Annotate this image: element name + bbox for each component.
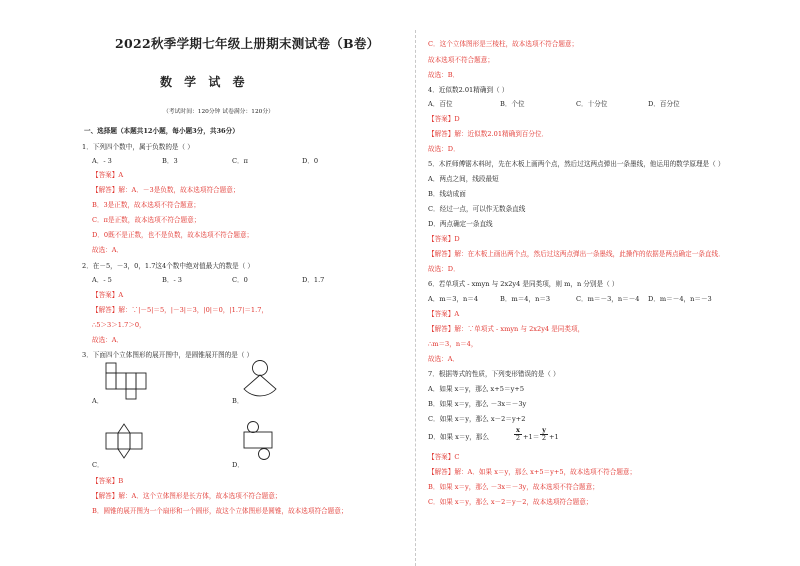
q7-option-b: B．如果 x＝y，那么 －3x＝－3y (428, 400, 527, 408)
q5-explain-1: 【解答】解：在木板上画出两个点，然后过这两点弹出一条墨线，此操作的依据是两点确定一条直线． (428, 250, 725, 258)
q7-option-c: C．如果 x＝y，那么 x－2＝y+2 (428, 415, 526, 423)
q7-explain-1: 【解答】解：A．如果 x＝y，那么 x+5＝y+5，故本选项不符合题意； (428, 468, 637, 476)
q3-explain-1: 【解答】解：A．这个立体图形是长方体，故本选项不符合题意； (92, 492, 282, 500)
q7-explain-3: C．如果 x＝y，那么 x－2＝y－2，故本选项符合题意； (428, 498, 593, 506)
q4-explain-2: 故选：D． (428, 145, 460, 153)
q2-option-c: C．0 (232, 276, 248, 284)
q1-option-a: A．- 3 (92, 157, 112, 165)
q1-explain-5: 故选：A． (92, 246, 124, 254)
q3-figure-a (102, 362, 162, 400)
q3-stem: 3．下面四个立体图形的展开图中，是圆锥展开图的是（ ） (82, 351, 254, 359)
exam-title: 2022秋季学期七年级上册期末测试卷（B卷） (115, 36, 380, 51)
q2-answer: 【答案】A (92, 291, 124, 299)
q7-option-a: A．如果 x＝y，那么 x+5＝y+5 (428, 385, 525, 393)
q3-option-d: D． (232, 461, 244, 469)
q3-answer: 【答案】B (92, 477, 124, 485)
q1-option-c: C．π (232, 157, 248, 165)
q3-option-b: B． (232, 397, 244, 405)
q5-explain-2: 故选：D． (428, 265, 460, 273)
q3-figure-b (240, 360, 280, 402)
exam-subtitle: 数 学 试 卷 (160, 75, 249, 89)
q5-option-d: D．两点确定一条直线 (428, 220, 493, 228)
q1-explain-2: B．3是正数，故本选项不符合题意； (92, 201, 200, 209)
q6-explain-1: 【解答】解：∵单项式 - xmyn 与 2x2y4 是同类项， (428, 325, 585, 333)
q4-explain-1: 【解答】解：近似数2.01精确到百分位． (428, 130, 549, 138)
q1-explain-1: 【解答】解：A．－3是负数，故本选项符合题意； (92, 186, 240, 194)
q6-explain-3: 故选：A． (428, 355, 460, 363)
q5-option-a: A．两点之间，线段最短 (428, 175, 499, 183)
q1-stem: 1．下列四个数中，属于负数的是（ ） (82, 143, 194, 151)
q7-answer: 【答案】C (428, 453, 460, 461)
q1-explain-4: D．0既不是正数，也不是负数，故本选项不符合题意； (92, 231, 254, 239)
q6-option-b: B．m＝4，n＝3 (500, 295, 551, 303)
q2-explain-1: 【解答】解：∵|－5|＝5，|－3|＝3，|0|＝0，|1.7|＝1.7， (92, 306, 269, 314)
q3-figure-c (102, 423, 162, 463)
column-divider (415, 30, 416, 566)
q5-option-c: C．经过一点，可以作无数条直线 (428, 205, 526, 213)
q1-explain-3: C．π是正数，故本选项不符合题意； (92, 216, 201, 224)
q3-figure-d (240, 420, 280, 464)
q4-answer: 【答案】D (428, 115, 460, 123)
q7-stem: 7．根据等式的性质，下列变形错误的是（ ） (428, 370, 560, 378)
q7-option-d: D．如果 x＝y，那么 (428, 433, 489, 441)
q3-option-c: C． (92, 461, 104, 469)
exam-page: 2022秋季学期七年级上册期末测试卷（B卷） 数 学 试 卷 （考试时间：120分钟 试卷满分：120分） 一、选择题（本题共12小题，每小题3分，共36分） 1．下列四个数中，属于负数的是（ ） A．- 3 B．3 C．π D．0 【答案】A 【解答】解：A．－3是负数，故本选项符合题意； B．3是正数，故本选项不符合题意； C．π是正数，故本选项不符合题意； D．0既不是正数，也不是负数，故本选项不符合题意； 故选：A． 2．在－5，－3，0，1.7这4个数中绝对值最大的数是（ ） A．- 5 B．- 3 C．0 D．1.7 【答案】A 【解答】解：∵|－5|＝5，|－3|＝3，|0|＝0，|1.7|＝1.7， ∴5＞3＞1.7＞0， 故选：A． 3．下面四个立体图形的展开图中，是圆锥展开图的是（ ） A． B． C． D． 【答案】B 【解答】解：A．这个立体图形是长方体，故本选项不符合题意； B．圆锥的展开图为一个扇形和一个圆形，故这个立体图形是圆锥，故本选项符合题意； C．这个立体图形是三棱柱，故本选项不符合题意； 故本选项不符合题意； 故选：B． 4．近似数2.01精确到（ ） A．百位 B．个位 C．十分位 D．百分位 【答案】D 【解答】解：近似数2.01精确到百分位． 故选：D． 5．木匠师傅锯木料时，先在木板上画两个点，然后过这两点弹出一条墨线，他运用的数学原理是（ ） A．两点之间，线段最短 B．线动成面 C．经过一点，可以作无数条直线 D．两点确定一条直线 【答案】D 【解答】解：在木板上画出两个点，然后过这两点弹出一条墨线，此操作的依据是两点确定一条直线． 故选：D． 6．若单项式 - xmyn 与 2x2y4 是同类项，则 m，n 分别是（ ） A．m＝3，n＝4 B．m＝4，n＝3 C．m＝－3，n＝－4 D．m＝－4，n＝－3 【答案】A 【解答】解：∵单项式 - xmyn 与 2x2y4 是同类项， ∴m＝3，n＝4， 故选：A． 7．根据等式的性质，下列变形错误的是（ ） A．如果 x＝y，那么 x+5＝y+5 B．如果 x＝y，那么 －3x＝－3y C．如果 x＝y，那么 x－2＝y+2 D．如果 x＝y，那么 x 2 +1＝ y 2 +1 【答案】C 【解答】解：A．如果 x＝y，那么 x+5＝y+5，故本选项不符合题意； B．如果 x＝y，那么 －3x＝－3y，故本选项不符合题意； C．如果 x＝y，那么 x－2＝y－2，故本选项符合题意； (0, 0, 800, 566)
q3-explain-5: 故选：B． (428, 71, 460, 79)
q1-option-d: D．0 (302, 157, 319, 165)
q5-option-b: B．线动成面 (428, 190, 466, 198)
q3-option-a: A． (92, 397, 104, 405)
q5-answer: 【答案】D (428, 235, 460, 243)
q6-stem: 6．若单项式 - xmyn 与 2x2y4 是同类项，则 m，n 分别是（ ） (428, 280, 619, 288)
q4-option-a: A．百位 (428, 100, 453, 108)
q6-explain-2: ∴m＝3，n＝4， (428, 340, 478, 348)
q7-explain-2: B．如果 x＝y，那么 －3x＝－3y，故本选项不符合题意； (428, 483, 599, 491)
q3-explain-2: B．圆锥的展开图为一个扇形和一个圆形，故这个立体图形是圆锥，故本选项符合题意； (92, 507, 348, 515)
q5-stem: 5．木匠师傅锯木料时，先在木板上画两个点，然后过这两点弹出一条墨线，他运用的数学原理是（ ） (428, 160, 725, 168)
q2-option-d: D．1.7 (302, 276, 325, 284)
q3-explain-3: C．这个立体图形是三棱柱，故本选项不符合题意； (428, 40, 579, 48)
q2-option-b: B．- 3 (162, 276, 182, 284)
q6-option-c: C．m＝－3，n＝－4 (576, 295, 640, 303)
exam-info: （考试时间：120分钟 试卷满分：120分） (163, 109, 274, 115)
q1-answer: 【答案】A (92, 171, 124, 179)
q4-option-c: C．十分位 (576, 100, 608, 108)
q4-option-d: D．百分位 (648, 100, 680, 108)
q1-option-b: B．3 (162, 157, 178, 165)
q4-option-b: B．个位 (500, 100, 525, 108)
section-heading: 一、选择题（本题共12小题，每小题3分，共36分） (84, 127, 239, 135)
q6-option-d: D．m＝－4，n＝－3 (648, 295, 712, 303)
q2-option-a: A．- 5 (92, 276, 112, 284)
q2-explain-2: ∴5＞3＞1.7＞0， (92, 321, 146, 329)
q2-explain-3: 故选：A． (92, 336, 124, 344)
q6-answer: 【答案】A (428, 310, 460, 318)
q6-option-a: A．m＝3，n＝4 (428, 295, 479, 303)
q2-stem: 2．在－5，－3，0，1.7这4个数中绝对值最大的数是（ ） (82, 262, 255, 270)
q4-stem: 4．近似数2.01精确到（ ） (428, 86, 509, 94)
q3-explain-4: 故本选项不符合题意； (428, 56, 494, 64)
